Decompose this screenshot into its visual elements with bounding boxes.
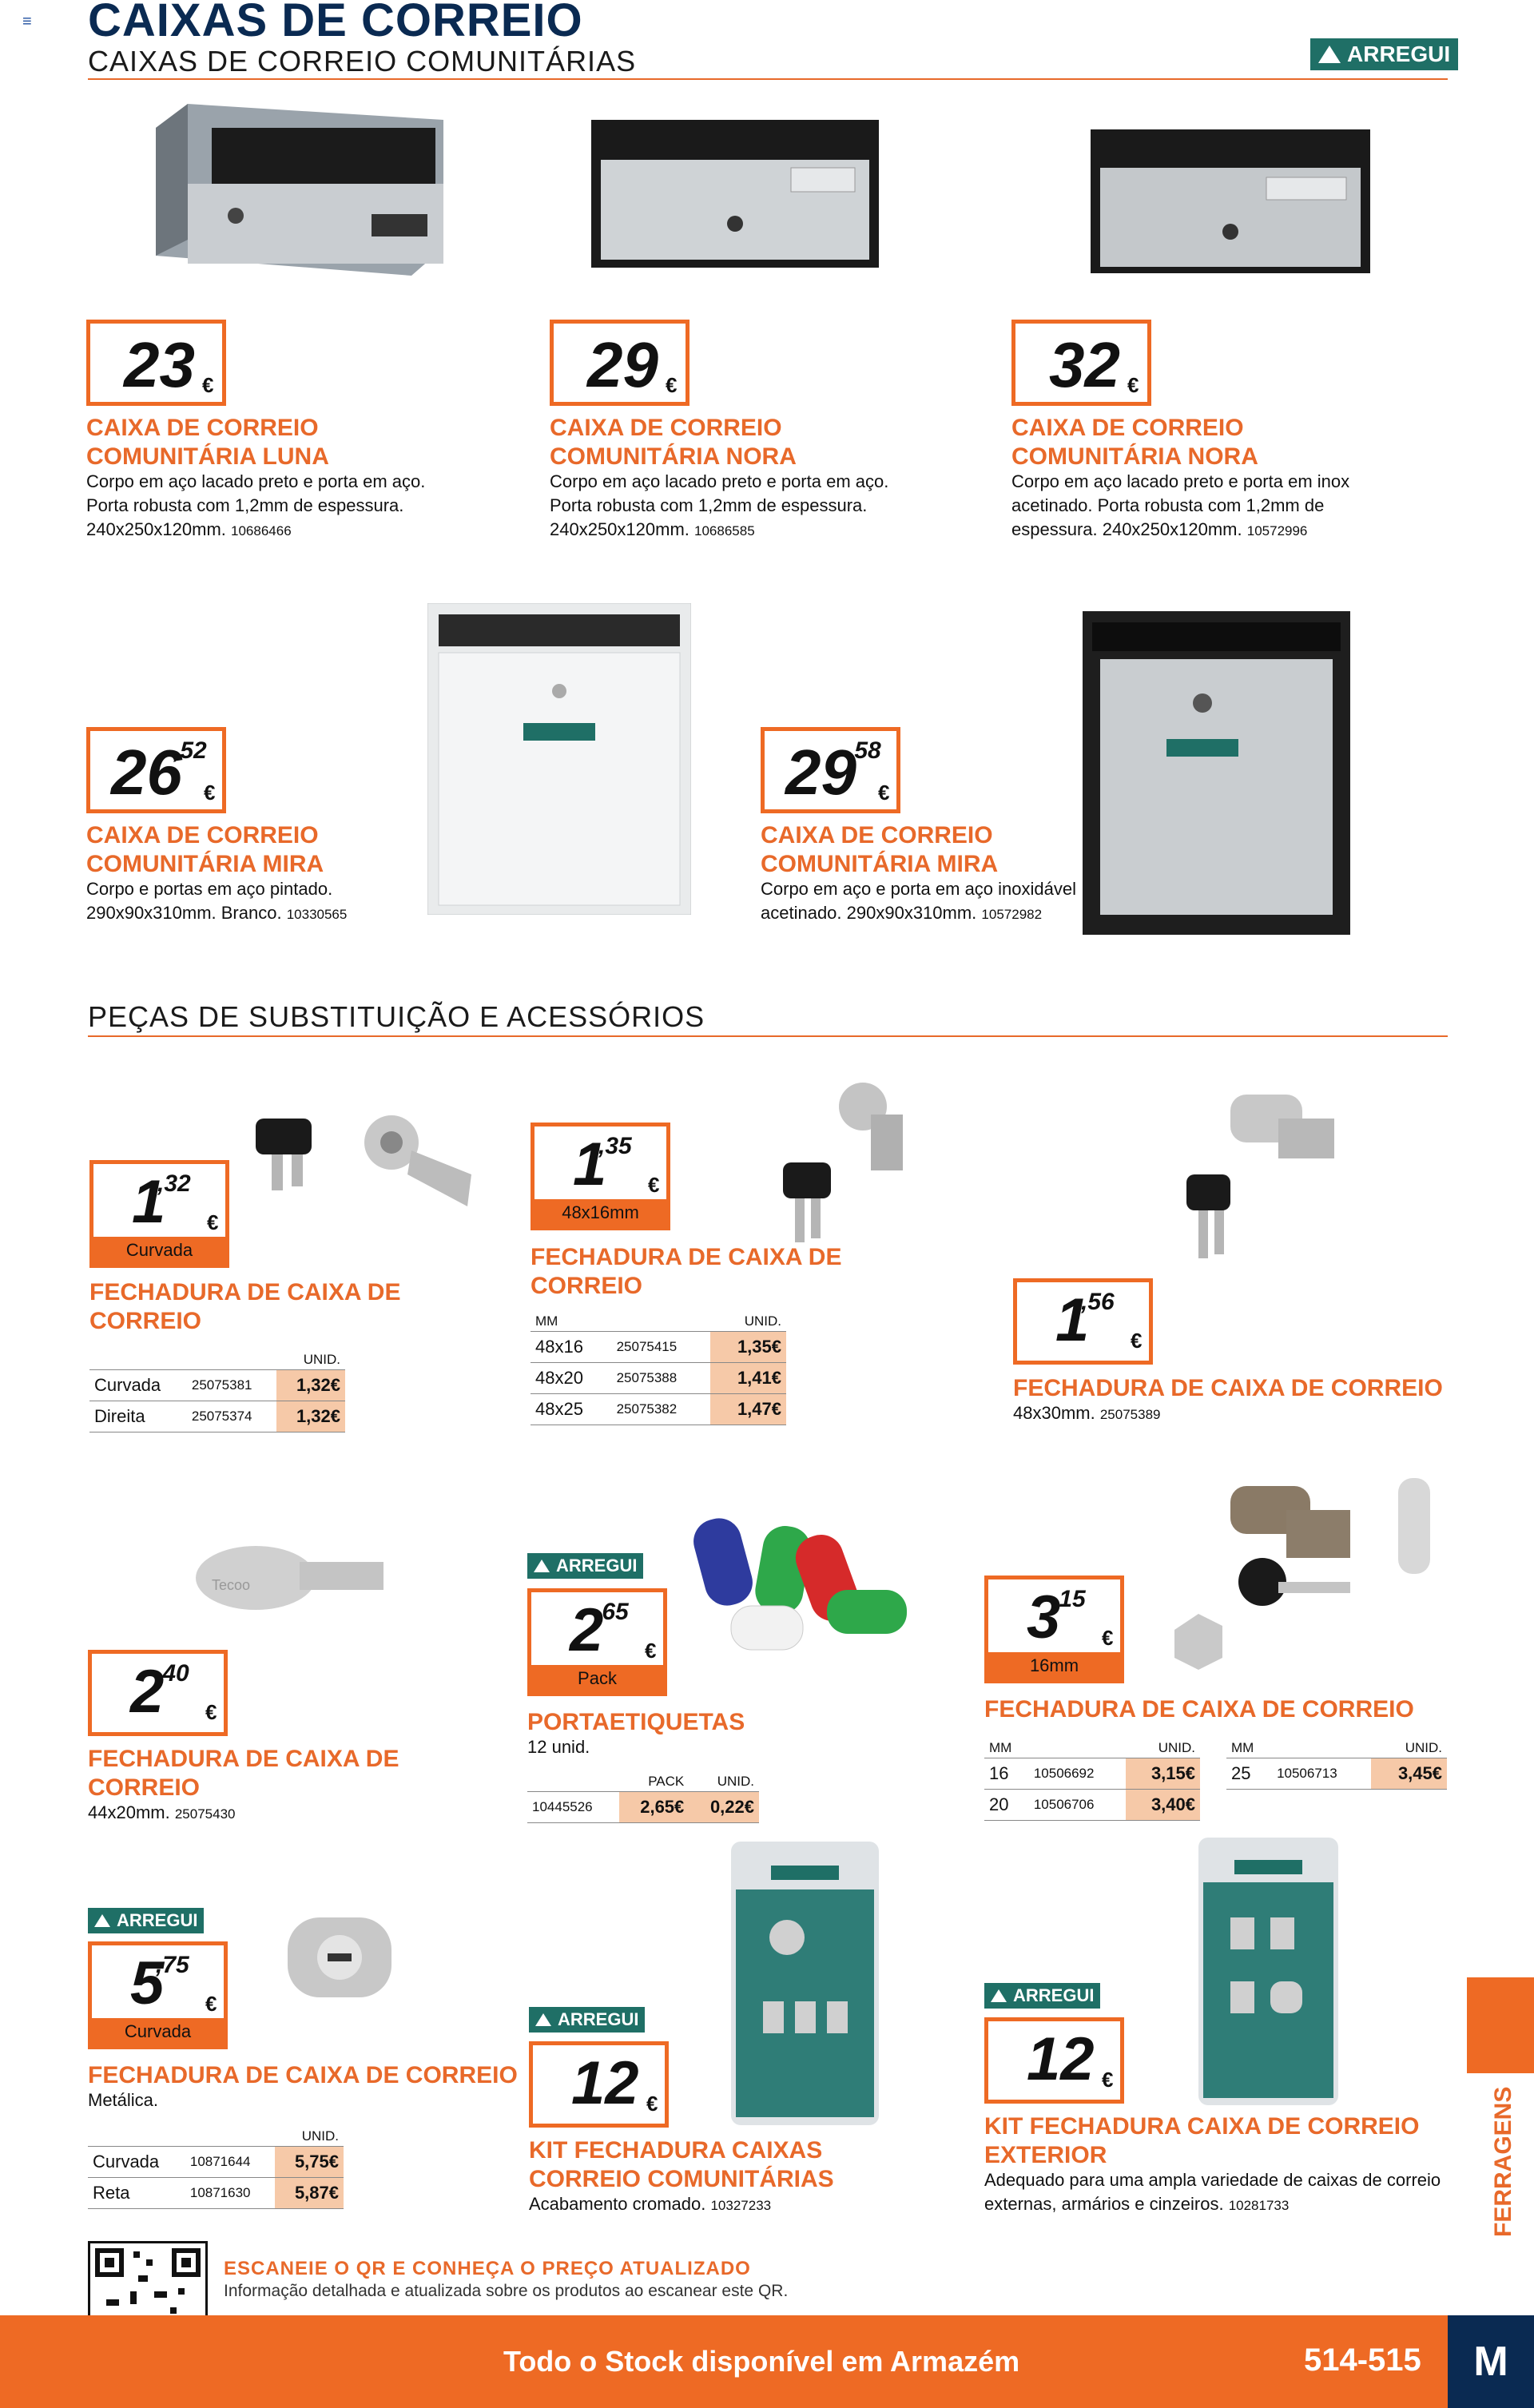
- price-variant-tag: Curvada: [93, 1237, 225, 1264]
- brand-logo: [529, 2007, 645, 2032]
- product-name-line1: FECHADURA DE CAIXA DE CORREIO: [984, 1696, 1414, 1723]
- price-decimals: ,32: [157, 1170, 191, 1197]
- row-price: 3,45€: [1371, 1758, 1447, 1790]
- row-ref: 25075415: [612, 1332, 711, 1363]
- description-line: 290x90x310mm. Branco.: [86, 903, 282, 923]
- product-ref: 25075389: [1099, 1407, 1161, 1422]
- table-row: [531, 1394, 786, 1425]
- row-price: 5,87€: [275, 2178, 344, 2209]
- variant-table: [89, 1350, 345, 1432]
- column-header-unit: UNID.: [689, 1772, 759, 1792]
- product-name-line1: FECHADURA DE CAIXA DE: [88, 1746, 399, 1772]
- product-name: [1013, 1374, 1443, 1403]
- table-row: [89, 1401, 345, 1432]
- column-header-unit: UNID.: [1126, 1738, 1200, 1758]
- row-label: 25: [1226, 1758, 1272, 1790]
- product-image-lever-lock: [180, 1534, 387, 1622]
- description-line: Acabamento cromado.: [529, 2194, 706, 2214]
- product-name: [550, 414, 797, 471]
- brand-label: ARREGUI: [556, 1556, 638, 1576]
- product-name-line1: CAIXA DE CORREIO: [86, 415, 319, 441]
- price-integer: 23: [124, 329, 195, 400]
- row-label: 48x16: [531, 1332, 612, 1363]
- price-integer: 32: [1049, 329, 1120, 400]
- product-image-lock-cylinder: [1182, 1087, 1350, 1286]
- product-name-line2: CORREIO COMUNITÁRIAS: [529, 2166, 834, 2192]
- price-tag: [527, 1588, 667, 1696]
- price-currency: €: [205, 1992, 217, 2016]
- row-label: 48x25: [531, 1394, 612, 1425]
- column-header-unit: UNID.: [275, 2127, 344, 2147]
- header-divider: [88, 78, 1448, 80]
- table-header: [531, 1312, 786, 1332]
- description-line: 240x250x120mm.: [550, 519, 690, 539]
- product-image-kit-blister-2: [1198, 1838, 1338, 2105]
- row-ref: 25075382: [612, 1394, 711, 1425]
- product-description: [529, 2192, 771, 2218]
- variant-table: [531, 1312, 786, 1425]
- price-integer: 2: [570, 1596, 604, 1664]
- row-ref: 10506713: [1272, 1758, 1371, 1790]
- row-label: Curvada: [89, 1370, 187, 1401]
- brand-label: ARREGUI: [1013, 1985, 1095, 2005]
- brand-logo: [527, 1553, 643, 1579]
- price-currency: €: [878, 781, 890, 805]
- product-name-line1: FECHADURA DE CAIXA DE CORREIO: [1013, 1375, 1443, 1401]
- price-decimals: ,56: [1081, 1289, 1115, 1315]
- product-ref: 10686466: [231, 523, 292, 538]
- price-integer: 26: [111, 737, 182, 808]
- product-name-line2: COMUNITÁRIA MIRA: [761, 851, 999, 877]
- product-description: [86, 877, 347, 927]
- table-header: [984, 1738, 1200, 1758]
- product-name-line1: KIT FECHADURA CAIXA DE CORREIO: [984, 2113, 1420, 2140]
- product-image-mira-inox: [1083, 611, 1350, 935]
- table-row: [88, 2178, 344, 2209]
- row-price-pack: 2,65€: [619, 1792, 690, 1823]
- product-image-nora-black: [591, 120, 879, 268]
- table-row: [531, 1363, 786, 1394]
- price-tag: [761, 727, 900, 813]
- price-variant-tag: 16mm: [988, 1652, 1120, 1679]
- price-integer: 3: [1027, 1583, 1061, 1651]
- price-tag: [89, 1160, 229, 1268]
- product-ref: 10327233: [710, 2198, 772, 2213]
- price-integer: 1: [573, 1130, 607, 1198]
- price-currency: €: [666, 373, 678, 397]
- column-header-unit: UNID.: [710, 1312, 786, 1332]
- table-header: [1226, 1738, 1447, 1758]
- description-line: 12 unid.: [527, 1737, 590, 1757]
- price-variant-tag: 48x16mm: [535, 1199, 666, 1226]
- product-description: [1013, 1401, 1160, 1427]
- table-row: [88, 2147, 344, 2178]
- qr-title: ESCANEIE O QR E CONHEÇA O PREÇO ATUALIZADO: [224, 2258, 751, 2279]
- price-integer: 5: [130, 1949, 165, 2017]
- description-line: Porta robusta com 1,2mm de espessura.: [550, 495, 868, 515]
- row-ref: 10445526: [527, 1792, 619, 1823]
- product-name-line1: CAIXA DE CORREIO: [86, 822, 319, 848]
- brand-label: ARREGUI: [117, 1910, 198, 1930]
- description-line: Corpo em aço lacado preto e porta em aço.: [86, 471, 426, 491]
- description-line: externas, armários e cinzeiros.: [984, 2194, 1224, 2214]
- brand-label: ARREGUI: [558, 2009, 639, 2029]
- product-image-nora-inox: [1091, 129, 1370, 273]
- price-tag: [88, 1650, 228, 1736]
- section-subtitle: CAIXAS DE CORREIO COMUNITÁRIAS: [88, 45, 637, 77]
- product-ref: 25075430: [174, 1806, 236, 1822]
- table-row: [984, 1790, 1200, 1821]
- qr-description: Informação detalhada e atualizada sobre os produtos ao escanear este QR.: [224, 2282, 789, 2300]
- product-name-line1: PORTAETIQUETAS: [527, 1709, 745, 1735]
- row-label: Direita: [89, 1401, 187, 1432]
- description-line: espessura. 240x250x120mm.: [1011, 519, 1242, 539]
- brand-triangle-icon: [535, 2013, 551, 2026]
- product-description: [88, 1801, 235, 1826]
- price-currency: €: [1102, 2068, 1114, 2092]
- price-currency: €: [1102, 1626, 1114, 1650]
- product-description: [88, 2088, 158, 2112]
- price-currency: €: [648, 1173, 660, 1197]
- table-row: [1226, 1758, 1447, 1790]
- product-description: [1011, 470, 1349, 543]
- product-image-kit-blister-1: [731, 1842, 879, 2125]
- table-header: [89, 1350, 345, 1370]
- column-header-unit: UNID.: [276, 1350, 345, 1370]
- image-engraving: Tecoo: [212, 1577, 251, 1593]
- brand-logo: [88, 1908, 204, 1933]
- product-description: [527, 1735, 590, 1759]
- row-price: 3,15€: [1126, 1758, 1200, 1790]
- product-ref: 10572996: [1246, 523, 1308, 538]
- column-header-mm: MM: [1226, 1738, 1272, 1758]
- variant-table: [984, 1738, 1200, 1821]
- price-currency: €: [645, 1639, 657, 1663]
- product-name-line2: COMUNITÁRIA NORA: [1011, 443, 1258, 470]
- side-section-label: FERRAGENS: [1490, 2086, 1516, 2237]
- description-line: Adequado para uma ampla variedade de caixas de correio: [984, 2170, 1441, 2190]
- row-ref: 25075388: [612, 1363, 711, 1394]
- product-name-line2: EXTERIOR: [984, 2142, 1107, 2168]
- description-line: acetinado. 290x90x310mm.: [761, 903, 977, 923]
- description-line: Porta robusta com 1,2mm de espessura.: [86, 495, 404, 515]
- product-image-mira-white: [427, 603, 691, 915]
- product-name: [86, 414, 329, 471]
- product-name-line2: COMUNITÁRIA NORA: [550, 443, 797, 470]
- price-integer: 12: [571, 2049, 639, 2117]
- price-decimals: ,40: [156, 1660, 189, 1687]
- product-name-line1: KIT FECHADURA CAIXAS: [529, 2137, 823, 2164]
- corner-mark: ≡: [22, 13, 32, 30]
- row-label: 48x20: [531, 1363, 612, 1394]
- product-description: [86, 470, 425, 543]
- price-currency: €: [1131, 1329, 1143, 1353]
- product-description: [550, 470, 888, 543]
- brand-triangle-icon: [1318, 46, 1341, 63]
- product-name: [984, 1695, 1414, 1724]
- table-header: [88, 2127, 344, 2147]
- row-price: 1,41€: [710, 1363, 786, 1394]
- table-row: [531, 1332, 786, 1363]
- brand-logo-footer: [1448, 2315, 1534, 2408]
- product-name: [984, 2112, 1419, 2170]
- row-price: 1,47€: [710, 1394, 786, 1425]
- row-label: 20: [984, 1790, 1029, 1821]
- product-ref: 10330565: [286, 907, 348, 922]
- price-integer: 29: [785, 737, 856, 808]
- product-name-line2: CORREIO: [531, 1273, 643, 1299]
- table-row: [984, 1758, 1200, 1790]
- row-ref: 10871630: [185, 2178, 275, 2209]
- brand-label: ARREGUI: [1347, 42, 1451, 66]
- product-image-lock-keys: [248, 1095, 479, 1214]
- column-header-unit: UNID.: [1371, 1738, 1447, 1758]
- row-price: 1,32€: [276, 1401, 345, 1432]
- row-label: Reta: [88, 2178, 185, 2209]
- product-name-line1: CAIXA DE CORREIO: [1011, 415, 1244, 441]
- side-tab: [1467, 1977, 1534, 2073]
- product-image-lock-keys-2: [775, 1075, 919, 1266]
- price-decimals: ,52: [173, 737, 207, 764]
- table-row: [527, 1792, 759, 1823]
- row-ref: 10506692: [1029, 1758, 1126, 1790]
- price-tag: [531, 1123, 670, 1230]
- description-line: 48x30mm.: [1013, 1403, 1095, 1423]
- row-price: 3,40€: [1126, 1790, 1200, 1821]
- product-name-line2: COMUNITÁRIA LUNA: [86, 443, 329, 470]
- product-image-metal-lock: [280, 1909, 399, 2013]
- product-ref: 10572982: [981, 907, 1043, 922]
- page-numbers: 514-515: [1304, 2342, 1421, 2378]
- price-variant-tag: Pack: [531, 1665, 663, 1692]
- price-decimals: ,35: [598, 1133, 632, 1159]
- variant-table-2: [1226, 1738, 1447, 1790]
- column-header-mm: MM: [531, 1312, 612, 1332]
- product-name-line2: CORREIO: [89, 1308, 202, 1334]
- product-name: [88, 1745, 399, 1802]
- price-tag: [984, 1576, 1124, 1683]
- product-ref: 10686585: [694, 523, 755, 538]
- price-tag: [86, 727, 226, 813]
- price-currency: €: [1127, 373, 1139, 397]
- description-line: Corpo em aço e porta em aço inoxidável: [761, 879, 1076, 899]
- product-name-line1: CAIXA DE CORREIO: [550, 415, 782, 441]
- product-name: [88, 2061, 518, 2090]
- price-currency: €: [202, 373, 214, 397]
- product-description: [984, 2168, 1441, 2218]
- product-name-line2: COMUNITÁRIA MIRA: [86, 851, 324, 877]
- page-title: CAIXAS DE CORREIO: [88, 0, 583, 46]
- variant-table: [88, 2127, 344, 2209]
- price-tag: [88, 1941, 228, 2049]
- price-tag: [550, 320, 690, 406]
- footer-slogan: Todo o Stock disponível em Armazém: [503, 2345, 1020, 2378]
- price-currency: €: [646, 2092, 658, 2116]
- price-currency: €: [207, 1210, 219, 1234]
- section-divider: [88, 1035, 1448, 1037]
- row-ref: 10506706: [1029, 1790, 1126, 1821]
- column-header-mm: MM: [984, 1738, 1029, 1758]
- product-name-line1: FECHADURA DE CAIXA DE: [89, 1279, 401, 1305]
- price-decimals: ,15: [1052, 1586, 1086, 1612]
- price-integer: 1: [132, 1168, 166, 1236]
- row-price: 1,32€: [276, 1370, 345, 1401]
- brand-triangle-icon: [991, 1989, 1007, 2002]
- price-variant-tag: Curvada: [92, 2018, 224, 2045]
- row-ref: 10871644: [185, 2147, 275, 2178]
- description-line: Corpo e portas em aço pintado.: [86, 879, 333, 899]
- description-line: 44x20mm.: [88, 1802, 170, 1822]
- product-ref: 10281733: [1228, 2198, 1290, 2213]
- price-decimals: ,65: [595, 1599, 629, 1625]
- row-price: 1,35€: [710, 1332, 786, 1363]
- price-integer: 1: [1055, 1286, 1090, 1354]
- product-image-luna: [156, 104, 443, 276]
- price-tag: [984, 2017, 1124, 2104]
- product-description: [761, 877, 1076, 927]
- row-ref: 25075381: [187, 1370, 276, 1401]
- column-header-pack: PACK: [619, 1772, 690, 1792]
- row-label: 16: [984, 1758, 1029, 1790]
- table-header: [527, 1772, 759, 1792]
- product-name-line1: FECHADURA DE CAIXA DE: [531, 1244, 842, 1270]
- description-line: Metálica.: [88, 2090, 159, 2110]
- brand-triangle-icon: [94, 1914, 110, 1927]
- product-name: [531, 1243, 841, 1301]
- price-decimals: ,75: [156, 1952, 189, 1978]
- section-heading-parts: PEÇAS DE SUBSTITUIÇÃO E ACESSÓRIOS: [88, 1000, 705, 1033]
- logo-letter: M: [1473, 2338, 1508, 2385]
- product-name: [86, 821, 324, 879]
- price-integer: 12: [1027, 2025, 1095, 2093]
- row-price: 5,75€: [275, 2147, 344, 2178]
- price-integer: 2: [130, 1658, 165, 1726]
- product-name-line1: CAIXA DE CORREIO: [761, 822, 993, 848]
- brand-triangle-icon: [534, 1560, 550, 1572]
- product-name: [89, 1278, 400, 1336]
- product-name-line2: CORREIO: [88, 1774, 201, 1801]
- product-name: [761, 821, 998, 879]
- price-decimals: ,58: [848, 737, 881, 764]
- description-line: 240x250x120mm.: [86, 519, 226, 539]
- description-line: Corpo em aço lacado preto e porta em aço.: [550, 471, 889, 491]
- row-ref: 25075374: [187, 1401, 276, 1432]
- price-tag: [1013, 1278, 1153, 1365]
- product-name-line1: FECHADURA DE CAIXA DE CORREIO: [88, 2062, 518, 2088]
- brand-logo: [1310, 38, 1458, 70]
- price-integer: 29: [587, 329, 658, 400]
- product-image-keytags: [683, 1486, 915, 1678]
- product-name: [529, 2136, 834, 2194]
- product-name: [527, 1708, 745, 1737]
- price-currency: €: [205, 1700, 217, 1724]
- variant-table: [527, 1772, 759, 1823]
- price-tag: [529, 2041, 669, 2128]
- price-currency: €: [204, 781, 216, 805]
- product-image-lock-set: [1166, 1470, 1430, 1670]
- price-tag: [86, 320, 226, 406]
- price-tag: [1011, 320, 1151, 406]
- description-line: Corpo em aço lacado preto e porta em inox: [1011, 471, 1350, 491]
- description-line: acetinado. Porta robusta com 1,2mm de: [1011, 495, 1325, 515]
- table-row: [89, 1370, 345, 1401]
- row-price-unit: 0,22€: [689, 1792, 759, 1823]
- row-label: Curvada: [88, 2147, 185, 2178]
- product-name: [1011, 414, 1258, 471]
- brand-logo: [984, 1983, 1100, 2009]
